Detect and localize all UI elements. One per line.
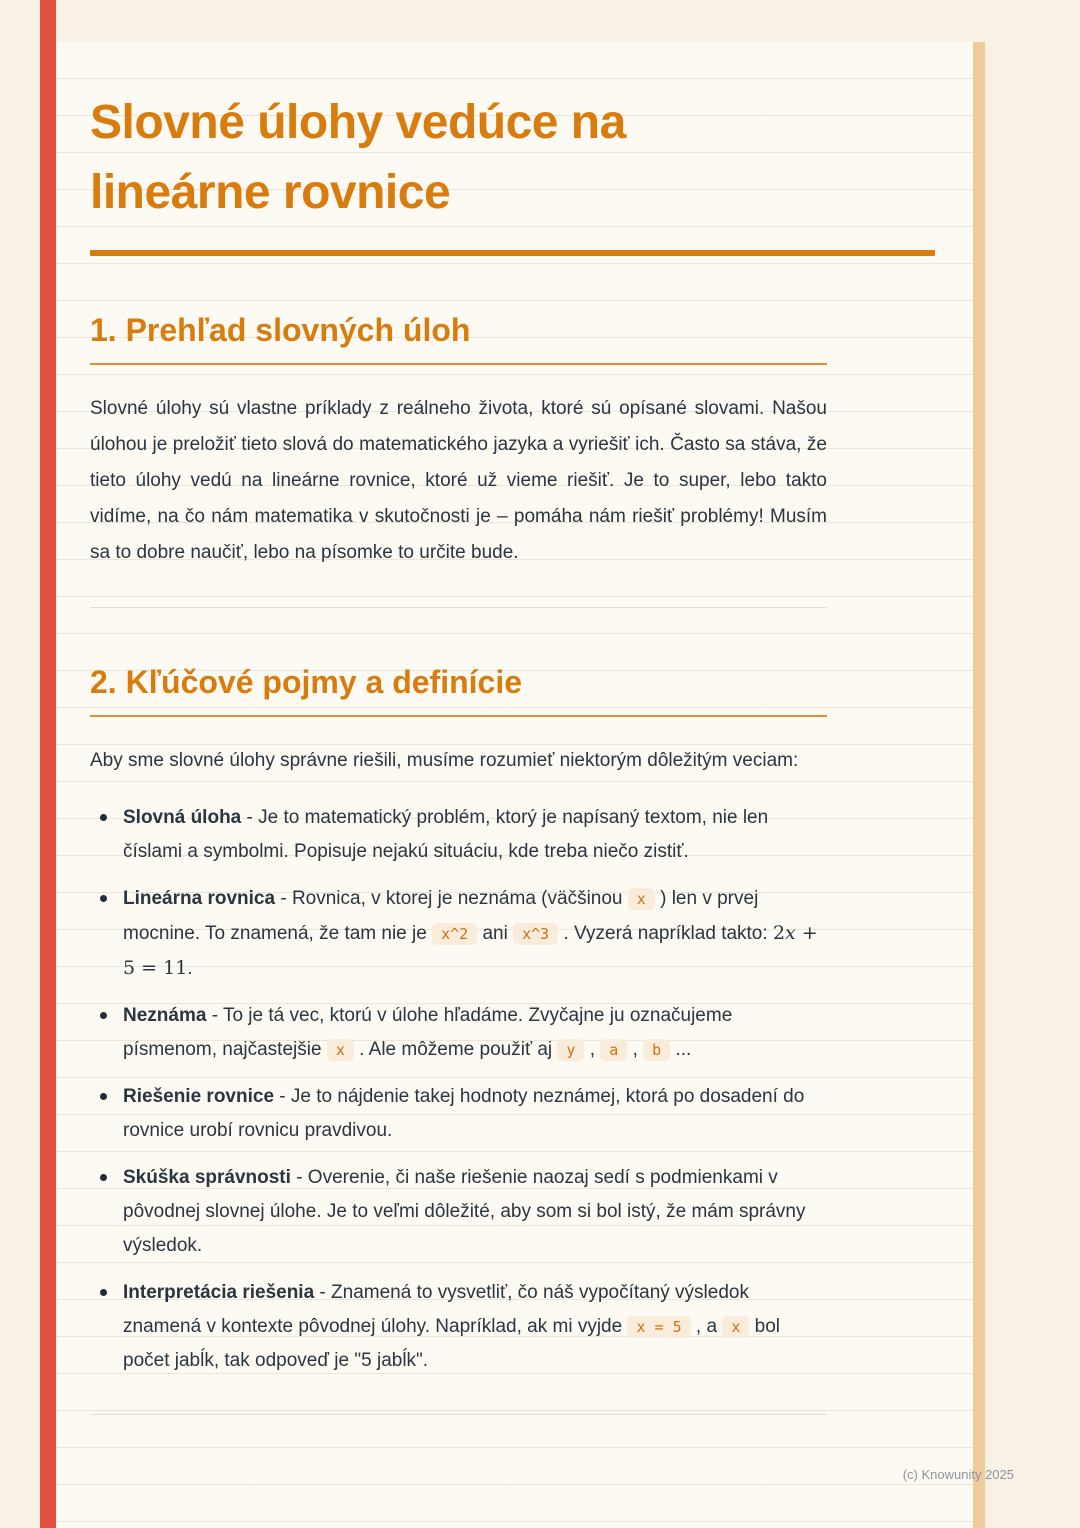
- key-term-text: ,: [584, 1039, 601, 1060]
- key-term-text: - Je to nájdenie takej hodnoty neznámej, ktorá po dosadení do rovnice urobí rovnicu pravdivou.: [123, 1086, 805, 1141]
- key-term-text: - Znamená to vysvetliť, čo náš vypočítaný výsledok znamená v kontexte pôvodnej úlohy. Napríklad, ak mi vyjde: [123, 1282, 749, 1337]
- section-divider: [90, 607, 827, 608]
- key-term-text: .: [187, 958, 193, 979]
- key-term-item: [90, 801, 827, 869]
- inline-code-chip: x = 5: [627, 1316, 690, 1338]
- key-term-item: [90, 1080, 827, 1148]
- key-term-item: [90, 1276, 827, 1378]
- key-term-item: [90, 1161, 827, 1263]
- key-term-label: Lineárna rovnica: [123, 888, 276, 909]
- key-term-item: [90, 882, 827, 986]
- bottom-divider: [90, 1414, 827, 1415]
- inline-code-chip: x: [722, 1316, 749, 1338]
- section-2-intro: Aby sme slovné úlohy správne riešili, musíme rozumieť niektorým dôležitým veciam:: [90, 750, 799, 771]
- inline-code-chip: x^2: [432, 923, 477, 945]
- section-1-heading: 1. Prehľad slovných úloh: [90, 312, 471, 348]
- key-term-text: ...: [670, 1039, 692, 1060]
- page-title-line-2: lineárne rovnice: [90, 166, 451, 219]
- key-term-text: . Ale môžeme použiť aj: [353, 1039, 558, 1060]
- inline-code-chip: a: [600, 1039, 627, 1061]
- document-content: [90, 42, 935, 1415]
- key-term-text: - Overenie, či naše riešenie naozaj sedí s podmienkami v pôvodnej slovnej úlohe. Je to veľmi dôležité, aby som si bol istý, že mám správny výsledok.: [123, 1167, 806, 1256]
- key-term-text: ) len v prvej mocnine. To znamená, že tam nie je: [123, 888, 759, 944]
- key-term-text: - To je tá vec, ktorú v úlohe hľadáme. Zvyčajne ju označujeme písmenom, najčastejšie: [123, 1005, 733, 1060]
- left-margin-stripe: [40, 0, 56, 1528]
- key-term-text: bol počet jabĺk, tak odpoveď je "5 jabĺk".: [123, 1316, 780, 1371]
- key-term-label: Skúška správnosti: [123, 1167, 291, 1188]
- key-term-text: . Vyzerá napríklad takto:: [558, 923, 773, 944]
- key-term-text: ,: [627, 1039, 644, 1060]
- key-term-label: Neznáma: [123, 1005, 207, 1026]
- key-terms-list: [90, 801, 827, 1378]
- inline-math-expression: 2x + 5 = 11: [123, 922, 818, 979]
- key-term-text: - Je to matematický problém, ktorý je napísaný textom, nie len číslami a symbolmi. Popisuje nejakú situáciu, kde treba niečo zistiť.: [123, 807, 769, 862]
- key-term-text: - Rovnica, v ktorej je neznáma (väčšinou: [275, 888, 628, 909]
- inline-code-chip: y: [557, 1039, 584, 1061]
- copyright-text: (c) Knowunity 2025: [902, 1467, 1014, 1482]
- section-1-paragraph: Slovné úlohy sú vlastne príklady z reálneho života, ktoré sú opísané slovami. Našou úlohou je preložiť tieto slová do matematického jazyka a vyriešiť ich. Často sa stáva, že tieto úlohy vedú na lineárne rovnice, ktoré už vieme riešiť. Je to super, lebo takto vidíme, na čo nám matematika v skutočnosti je – pomáha nám riešiť problémy! Musím sa to dobre naučiť, lebo na písomke to určite bude.: [90, 398, 827, 563]
- key-term-label: Slovná úloha: [123, 807, 242, 828]
- inline-code-chip: x: [327, 1039, 354, 1061]
- page-title-line-1: Slovné úlohy vedúce na: [90, 96, 626, 149]
- section-2-heading: 2. Kľúčové pojmy a definície: [90, 664, 523, 700]
- key-term-text: ani: [477, 923, 514, 944]
- section-1-heading-rule: [90, 363, 827, 365]
- right-accent-stripe: [973, 42, 985, 1528]
- paper-sheet: [56, 42, 973, 1528]
- section-2-heading-rule: [90, 715, 827, 717]
- key-term-label: Interpretácia riešenia: [123, 1282, 315, 1303]
- inline-code-chip: x^3: [513, 923, 558, 945]
- key-term-text: , a: [690, 1316, 723, 1337]
- inline-code-chip: x: [628, 888, 655, 910]
- key-term-item: [90, 999, 827, 1067]
- title-underline-rule: [90, 250, 935, 256]
- inline-code-chip: b: [643, 1039, 670, 1061]
- key-term-label: Riešenie rovnice: [123, 1086, 275, 1107]
- page-title: [90, 88, 935, 228]
